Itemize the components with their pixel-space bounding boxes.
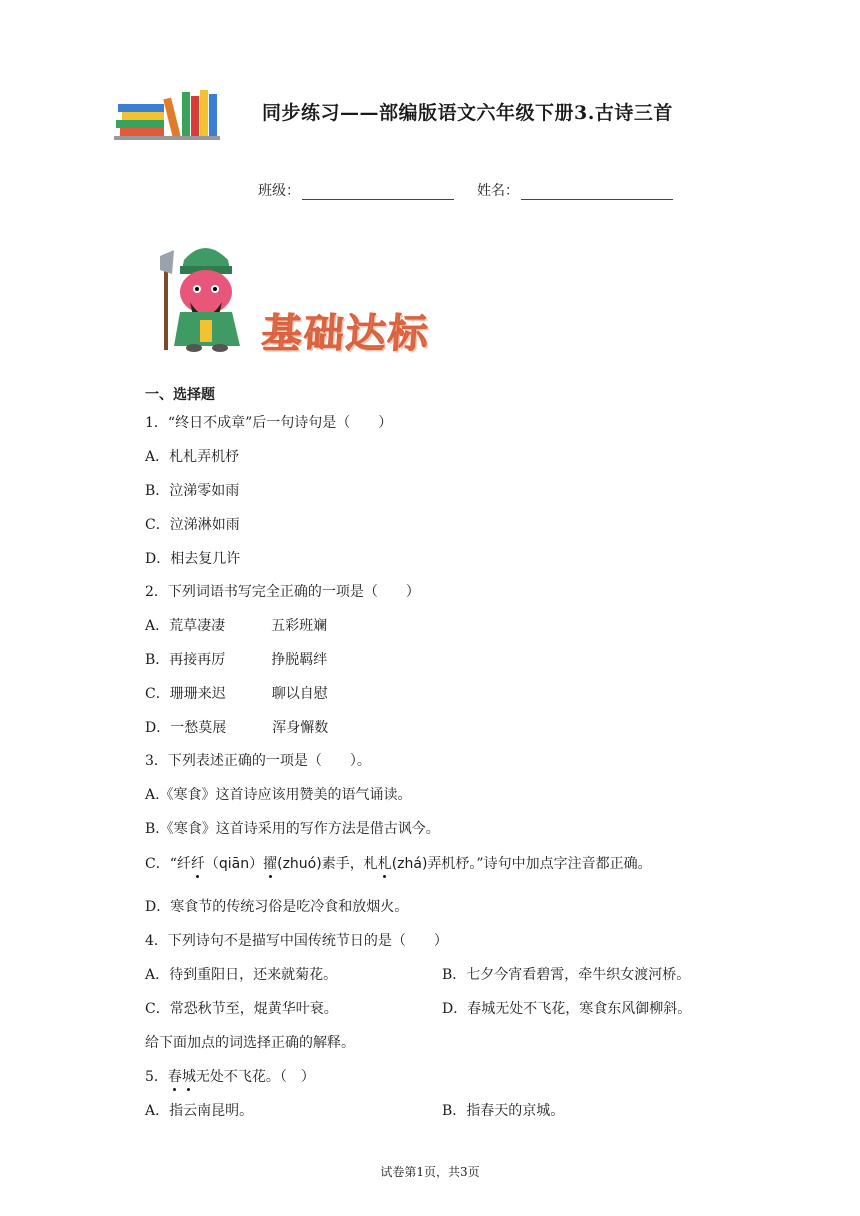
- page-title: 同步练习——部编版语文六年级下册3.古诗三首: [262, 102, 673, 124]
- question-2-stem: 2．下列词语书写完全正确的一项是（ ）: [145, 584, 420, 600]
- question-1-option-d[interactable]: D．相去复几许: [145, 551, 241, 567]
- page-footer: 试卷第1页，共3页: [380, 1165, 480, 1179]
- question-1-option-c[interactable]: C．泣涕淋如雨: [145, 517, 240, 533]
- instruction-text: 给下面加点的词选择正确的解释。: [145, 1035, 355, 1051]
- banner-text: 基础达标: [260, 311, 432, 357]
- question-4-stem: 4．下列诗句不是描写中国传统节日的是（ ）: [145, 933, 448, 949]
- question-5-rest: 无处不飞花。（ ）: [195, 1069, 315, 1085]
- option-letter: B．: [145, 652, 170, 668]
- pinyin: (zhá): [391, 856, 428, 872]
- question-2-option-b[interactable]: [145, 649, 327, 669]
- question-3-option-d[interactable]: D．寒食节的传统习俗是吃冷食和放烟火。: [145, 899, 409, 915]
- class-label: 班级：: [258, 183, 300, 199]
- dotted-char: 擢: [263, 853, 277, 873]
- option-word-1: 一愁莫展: [170, 720, 227, 736]
- question-5-option-b[interactable]: B．指春天的京城。: [442, 1103, 565, 1119]
- question-1-option-a[interactable]: A．札札弄机杼: [145, 449, 240, 465]
- question-5-option-a[interactable]: A．指云南昆明。: [145, 1103, 254, 1119]
- name-blank[interactable]: [521, 185, 673, 200]
- dotted-char: 札: [378, 853, 392, 873]
- class-blank[interactable]: [302, 185, 454, 200]
- option-word-2: 挣脱羁绊: [271, 652, 328, 668]
- question-1-stem: 1．“终日不成章”后一句诗句是（ ）: [145, 415, 393, 431]
- section-title: 一、选择题: [145, 387, 215, 403]
- option-c-suffix: 弄机杼。”诗句中加点字注音都正确。: [427, 856, 652, 872]
- option-word-2: 五彩班斓: [271, 618, 328, 634]
- question-4-option-c[interactable]: C．常恐秋节至，焜黄华叶衰。: [145, 1001, 338, 1017]
- option-c-mid: 素手，札: [321, 856, 378, 872]
- question-3-stem: 3．下列表述正确的一项是（ ）。: [145, 753, 371, 769]
- question-5-stem: [145, 1066, 315, 1086]
- dotted-char: 城: [182, 1066, 196, 1086]
- option-letter: A．: [145, 618, 170, 634]
- question-4-option-b[interactable]: B．七夕今宵看碧霄，牵牛织女渡河桥。: [442, 967, 691, 983]
- question-4-option-d[interactable]: D．春城无处不飞花，寒食东风御柳斜。: [442, 1001, 692, 1017]
- class-field: [258, 180, 454, 200]
- pinyin: (zhuó): [277, 856, 322, 872]
- option-letter: C．: [145, 686, 170, 702]
- question-3-option-c[interactable]: [145, 853, 652, 873]
- option-letter: D．: [145, 720, 171, 736]
- question-3-option-a[interactable]: A.《寒食》这首诗应该用赞美的语气诵读。: [145, 787, 412, 803]
- question-1-option-b[interactable]: B．泣涕零如雨: [145, 483, 240, 499]
- books-icon: [112, 88, 224, 142]
- name-label: 姓名：: [477, 183, 519, 199]
- question-2-option-c[interactable]: [145, 683, 328, 703]
- dotted-char: 纤: [191, 853, 205, 873]
- question-4-option-a[interactable]: A．待到重阳日，还来就菊花。: [145, 967, 338, 983]
- option-c-prefix: C．“纤: [145, 856, 191, 872]
- pinyin: （qiān）: [204, 856, 264, 872]
- option-word-2: 聊以自慰: [271, 686, 328, 702]
- mascot-icon: [150, 236, 260, 354]
- option-word-1: 珊珊来迟: [169, 686, 226, 702]
- option-word-1: 再接再厉: [169, 652, 226, 668]
- banner: [150, 236, 460, 357]
- dotted-char: 春: [168, 1066, 182, 1086]
- option-word-1: 荒草凄凄: [169, 618, 226, 634]
- question-3-option-b[interactable]: B.《寒食》这首诗采用的写作方法是借古讽今。: [145, 821, 440, 837]
- name-field: [477, 180, 673, 200]
- option-word-2: 浑身懈数: [272, 720, 329, 736]
- question-5-number: 5．: [145, 1069, 168, 1085]
- question-2-option-a[interactable]: [145, 615, 327, 635]
- question-2-option-d[interactable]: [145, 717, 328, 737]
